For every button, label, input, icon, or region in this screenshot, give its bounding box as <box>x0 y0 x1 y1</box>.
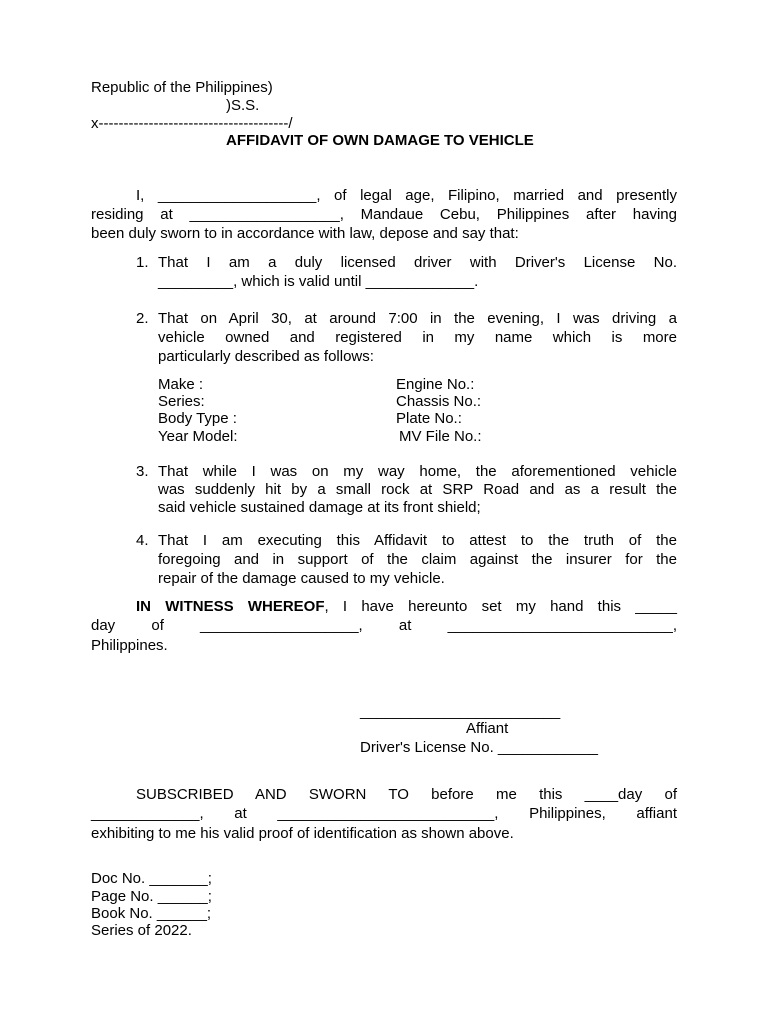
item-4-line-1: That I am executing this Affidavit to attest to the truth of the <box>158 532 677 549</box>
vehicle-chassis-no-label: Chassis No.: <box>396 393 482 410</box>
intro-line-2: residing at __________________, Mandaue Cebu, Philippines after having <box>91 206 677 223</box>
vehicle-mv-file-no-label: MV File No.: <box>399 428 482 445</box>
signature-line: ________________________ <box>360 703 561 720</box>
vehicle-make-label: Make : <box>158 376 204 393</box>
jurat-line-3: exhibiting to me his valid proof of identification as shown above. <box>91 825 514 842</box>
item-3-number: 3. <box>136 463 149 480</box>
item-3-line-1: That while I was on my way home, the aforementioned vehicle <box>158 463 677 480</box>
vehicle-plate-no-label: Plate No.: <box>396 410 462 427</box>
x-line: x--------------------------------------/ <box>91 115 293 132</box>
item-2-line-3: particularly described as follows: <box>158 348 374 365</box>
item-3-line-3: said vehicle sustained damage at its front shield; <box>158 499 481 516</box>
republic-line: Republic of the Philippines) <box>91 79 273 96</box>
vehicle-engine-no-label: Engine No.: <box>396 376 475 393</box>
witness-line-3: Philippines. <box>91 637 168 654</box>
book-no-line: Book No. ______; <box>91 905 212 922</box>
intro-line-1: I, ___________________, of legal age, Filipino, married and presently <box>136 187 677 204</box>
vehicle-year-model-label: Year Model: <box>158 428 238 445</box>
item-4-line-3: repair of the damage caused to my vehicle. <box>158 570 445 587</box>
intro-line-3: been duly sworn to in accordance with law, depose and say that: <box>91 225 519 242</box>
vehicle-body-type-label: Body Type : <box>158 410 237 427</box>
item-2-number: 2. <box>136 310 149 327</box>
ss-line: )S.S. <box>226 97 260 114</box>
item-2-line-2: vehicle owned and registered in my name which is more <box>158 329 677 346</box>
item-1-line-2: _________, which is valid until _____________. <box>158 273 479 290</box>
witness-line-1-rest: , I have hereunto set my hand this _____ <box>324 598 677 615</box>
item-4-number: 4. <box>136 532 149 549</box>
page-no-line: Page No. ______; <box>91 888 212 905</box>
item-2-line-1: That on April 30, at around 7:00 in the evening, I was driving a <box>158 310 677 327</box>
document-title: AFFIDAVIT OF OWN DAMAGE TO VEHICLE <box>226 132 534 149</box>
item-1-line-1: That I am a duly licensed driver with Driver's License No. <box>158 254 677 271</box>
doc-no-line: Doc No. _______; <box>91 870 212 887</box>
item-4-line-2: foregoing and in support of the claim against the insurer for the <box>158 551 677 568</box>
witness-heading: IN WITNESS WHEREOF <box>136 598 325 615</box>
item-1-number: 1. <box>136 254 149 271</box>
affiant-license-line: Driver's License No. ____________ <box>360 739 599 756</box>
vehicle-series-label: Series: <box>158 393 205 410</box>
jurat-line-1: SUBSCRIBED AND SWORN TO before me this ____day of <box>136 786 677 803</box>
witness-line-2: day of ___________________, at ___________________________, <box>91 617 677 634</box>
affiant-label: Affiant <box>466 720 509 737</box>
witness-line-1 <box>136 598 677 617</box>
jurat-line-2: _____________, at __________________________, Philippines, affiant <box>91 805 677 822</box>
series-line: Series of 2022. <box>91 922 192 939</box>
item-3-line-2: was suddenly hit by a small rock at SRP Road and as a result the <box>158 481 677 498</box>
